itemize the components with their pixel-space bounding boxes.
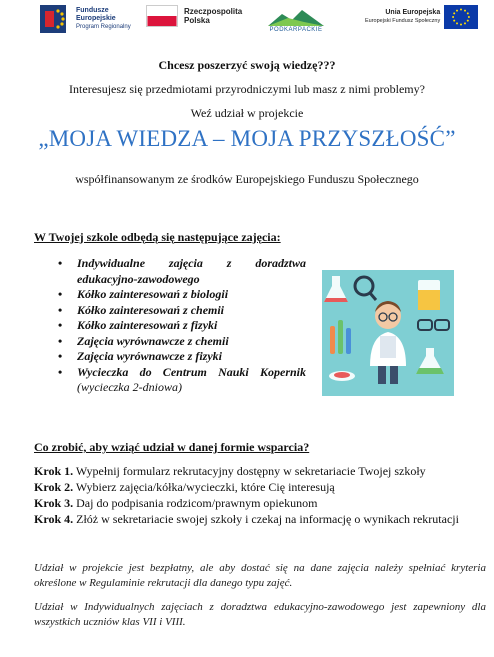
bullet-icon: • xyxy=(58,349,63,363)
invite-text: Weź udział w projekcie xyxy=(190,106,304,120)
list-item xyxy=(58,287,306,303)
class-item-sub: (wycieczka 2-dniowa) xyxy=(77,380,182,394)
class-item-label: Kółko zainteresowań z fizyki xyxy=(77,318,218,332)
bullet-icon: • xyxy=(58,364,63,379)
bullet-icon: • xyxy=(58,318,63,332)
bullet-icon: • xyxy=(58,302,63,317)
podkarpackie-logo xyxy=(268,8,324,33)
classes-list xyxy=(58,256,306,396)
list-item xyxy=(58,303,306,319)
step-text: Wypełnij formularz rekrutacyjny dostępny w sekretariacie Twojej szkoły xyxy=(75,464,426,478)
funds-line2: Europejskie xyxy=(76,15,116,22)
funds-line3: Program Regionalny xyxy=(76,24,131,30)
eu-flag-icon xyxy=(444,5,478,29)
bullet-icon: • xyxy=(58,256,63,270)
class-item-line1: Wycieczka do Centrum Nauki Kopernik xyxy=(77,364,306,379)
list-item xyxy=(58,365,306,396)
list-item xyxy=(34,495,486,511)
list-item xyxy=(58,349,306,365)
funds-line1: Fundusze xyxy=(76,7,109,14)
class-item-line2: edukacyjno-zawodowego xyxy=(77,271,200,286)
list-item xyxy=(34,463,486,479)
step-label: Krok 1. xyxy=(34,464,74,478)
beaker-icon xyxy=(418,280,440,310)
step-label: Krok 3. xyxy=(34,496,74,510)
free-participation-note: Udział w projekcie jest bezpłatny, ale aby dostać się na dane zajęcia należy spełniać kryteria określone w Regulaminie rekrutacji dla danego typu zajęć. xyxy=(34,562,486,589)
logo-bar xyxy=(0,0,494,42)
bullet-icon: • xyxy=(58,287,63,301)
cofinanced-text: współfinansowanym ze środków Europejskiego Funduszu Społecznego xyxy=(75,172,419,186)
question-heading: Chcesz poszerzyć swoją wiedzę??? xyxy=(158,58,336,72)
howto-heading: Co zrobić, aby wziąć udział w danej formie wsparcia? xyxy=(34,440,310,454)
poland-line1: Rzeczpospolita xyxy=(184,7,243,16)
subquestion-text: Interesujesz się przedmiotami przyrodniczymi lub masz z nimi problemy? xyxy=(69,82,425,96)
class-item-line1: Indywidualne zajęcia z doradztwa xyxy=(77,256,306,270)
class-item-label: Kółko zainteresowań z biologii xyxy=(77,287,229,301)
class-item-label: Kółko zainteresowań z chemii xyxy=(77,302,225,317)
petri-dish-icon xyxy=(329,371,355,381)
eu-line1: Unia Europejska xyxy=(385,9,441,16)
list-item xyxy=(58,256,306,287)
counseling-note: Udział w Indywidualnych zajęciach z doradztwa edukacyjno-zawodowego jest zapewniony dla wszystkich uczniów klas VII i VIII. xyxy=(34,601,486,628)
eu-logo xyxy=(365,5,478,29)
list-item xyxy=(58,318,306,334)
list-item xyxy=(34,479,486,495)
eu-line2: Europejski Fundusz Społeczny xyxy=(365,18,441,24)
step-text: Złóż w sekretariacie swojej szkoły i czekaj na informację o wynikach rekrutacji xyxy=(76,512,459,526)
poland-logo xyxy=(146,5,242,27)
step-text: Daj do podpisania rodzicom/prawnym opiekunom xyxy=(76,496,318,510)
class-item-label: Zajęcia wyrównawcze z chemii xyxy=(77,333,229,348)
funds-star-icon xyxy=(40,5,72,33)
step-label: Krok 2. xyxy=(34,480,74,494)
science-illustration xyxy=(322,270,454,396)
podkarpackie-hills-icon xyxy=(268,8,324,26)
steps-list xyxy=(34,463,486,527)
bullet-icon: • xyxy=(58,333,63,348)
class-item-label: Zajęcia wyrównawcze z fizyki xyxy=(77,349,222,363)
poland-line2: Polska xyxy=(184,16,210,25)
list-item xyxy=(58,334,306,350)
classes-heading: W Twojej szkole odbędą się następujące zajęcia: xyxy=(34,230,281,244)
step-label: Krok 4. xyxy=(34,512,74,526)
poland-flag-icon xyxy=(146,5,178,27)
project-title: „MOJA WIEDZA – MOJA PRZYSZŁOŚĆ” xyxy=(38,126,456,151)
funds-logo xyxy=(40,5,131,33)
podkarpackie-label: PODKARPACKIE xyxy=(269,27,323,33)
step-text: Wybierz zajęcia/kółka/wycieczki, które Cię interesują xyxy=(75,480,335,494)
list-item xyxy=(34,511,486,527)
